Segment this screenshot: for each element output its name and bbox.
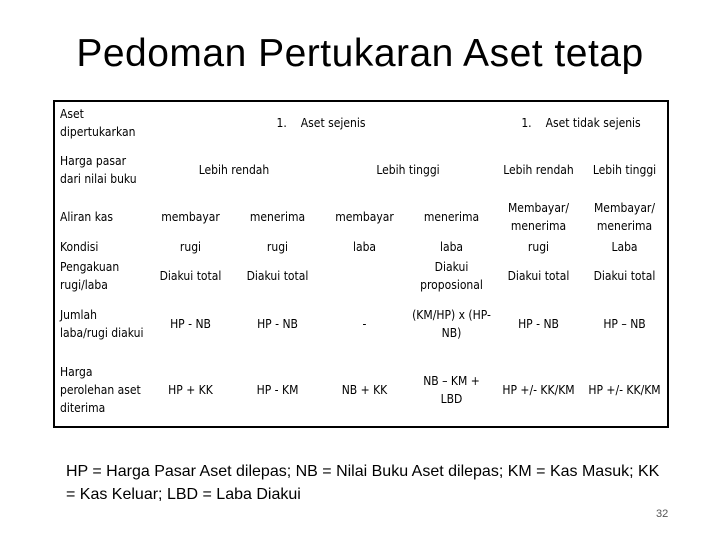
table-cell: Laba (611, 240, 638, 254)
header-group-aset-tidak-sejenis (495, 101, 668, 143)
table-cell: HP +/- KK/KM (502, 382, 575, 397)
table-cell: Diakui proposional (420, 260, 483, 292)
table-cell: Lebih rendah (198, 163, 270, 177)
table-cell: HP - NB (257, 317, 298, 331)
row-label: Aset dipertukarkan (60, 106, 136, 139)
row-label: Harga perolehan aset diterima (60, 364, 141, 415)
table-cell: NB – KM + LBD (423, 373, 480, 406)
table-cell: rugi (266, 240, 289, 254)
table-cell: rugi (179, 240, 202, 254)
table-cell: laba (352, 240, 377, 254)
table-cell: Diakui total (246, 269, 309, 283)
table-row (54, 143, 668, 197)
table-cell: Diakui total (159, 269, 222, 283)
row-label: Jumlah laba/rugi diakui (60, 308, 144, 340)
header-group-label: Aset sejenis (300, 115, 366, 130)
row-label: Harga pasar dari nilai buku (60, 154, 137, 186)
table-cell: Diakui total (507, 269, 570, 283)
table-cell: menerima (249, 210, 306, 224)
table-cell: Diakui total (593, 269, 656, 283)
table-cell: NB + KK (341, 382, 388, 397)
table-cell: Lebih rendah (503, 163, 574, 177)
table-cell: HP - KM (256, 382, 299, 397)
table-cell (321, 257, 408, 295)
table-cell: laba (439, 240, 464, 254)
table-cell: Membayar/ menerima (507, 201, 570, 233)
table-cell: Lebih tinggi (592, 163, 657, 177)
table-cell: HP + KK (168, 382, 213, 397)
exchange-guideline-table (53, 100, 669, 428)
table-cell: HP – NB (603, 317, 646, 331)
row-label: Kondisi (60, 240, 99, 254)
table-cell: Lebih tinggi (376, 163, 440, 177)
table-row (54, 353, 668, 427)
abbreviation-footnote: HP = Harga Pasar Aset dilepas; NB = Nilai Buku Aset dilepas; KM = Kas Masuk; KK = Kas Keluar; LBD = Laba Diakui (66, 463, 660, 503)
table-cell: HP - NB (170, 317, 211, 331)
header-group-label: Aset tidak sejenis (545, 115, 641, 130)
table-cell: menerima (423, 210, 480, 224)
table-cell: membayar (335, 210, 394, 224)
list-number: 1. (276, 115, 287, 130)
table-cell: rugi (527, 240, 550, 254)
table-cell: HP +/- KK/KM (588, 382, 661, 397)
table-row (54, 101, 668, 143)
list-number: 1. (521, 115, 532, 130)
row-label: Aliran kas (60, 210, 113, 224)
row-label: Pengakuan rugi/laba (60, 260, 120, 292)
table-cell: (KM/HP) x (HP-NB) (412, 308, 491, 340)
table-cell: Membayar/ menerima (593, 201, 656, 233)
header-group-aset-sejenis (147, 101, 495, 143)
table-cell: - (362, 317, 367, 331)
table-row (54, 237, 668, 257)
table-row (54, 295, 668, 353)
table-row (54, 197, 668, 237)
table-cell: membayar (161, 210, 220, 224)
page-number: 32 (656, 508, 669, 520)
table-row (54, 257, 668, 295)
table-cell: HP - NB (518, 317, 559, 331)
slide-title: Pedoman Pertukaran Aset tetap (76, 32, 644, 75)
